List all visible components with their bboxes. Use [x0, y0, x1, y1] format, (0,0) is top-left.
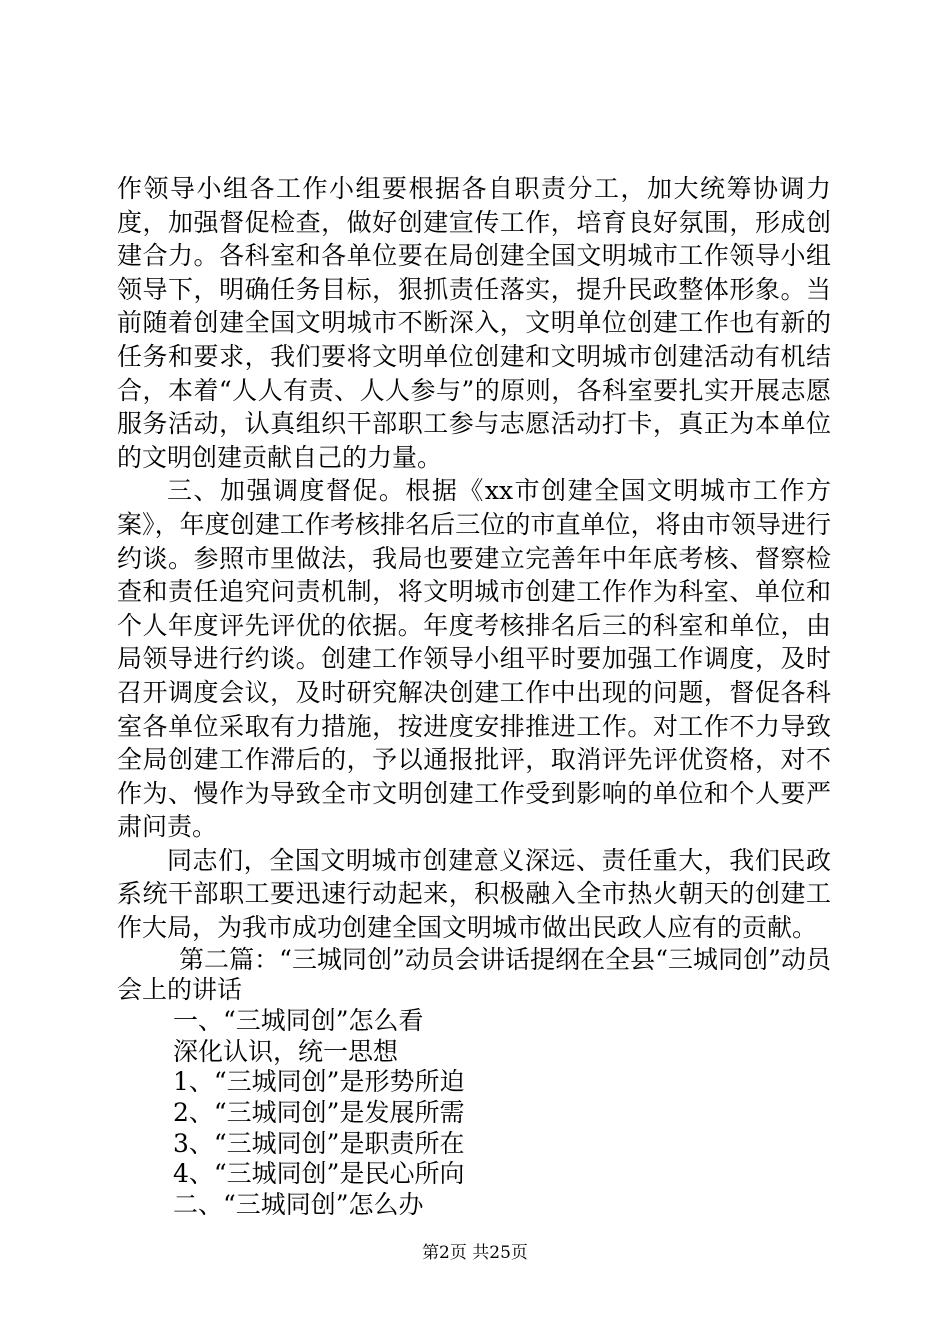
body-paragraph-3: 同志们，全国文明城市创建意义深远、责任重大，我们民政系统干部职工要迅速行动起来，积极融入全市热火朝天的创建工作大局，为我市成功创建全国文明城市做出民政人应有的贡献。 [117, 845, 831, 943]
outline-item: 1、“三城同创”是形势所迫 [173, 1067, 465, 1097]
outline-item: 深化认识，统一思想 [173, 1036, 399, 1066]
outline-item: 二、“三城同创”怎么办 [173, 1189, 424, 1219]
body-paragraph-1: 作领导小组各工作小组要根据各自职责分工，加大统筹协调力度，加强督促检查，做好创建宣传工作，培育良好氛围，形成创建合力。各科室和各单位要在局创建全国文明城市工作领导小组领导下，明确任务目标，狠抓责任落实，提升民政整体形象。当前随着创建全国文明城市不断深入，文明单位创建工作也有新的任务和要求，我们要将文明单位创建和文明城市创建活动有机结合，本着“人人有责、人人参与”的原则，各科室要扎实开展志愿服务活动，认真组织干部职工参与志愿活动打卡，真正为本单位的文明创建贡献自己的力量。 [117, 174, 831, 472]
outline-item: 2、“三城同创”是发展所需 [173, 1098, 465, 1128]
body-paragraph-2: 三、加强调度督促。根据《xx市创建全国文明城市工作方案》，年度创建工作考核排名后三位的市直单位，将由市领导进行约谈。参照市里做法，我局也要建立完善年中年底考核、督察检查和责任追究问责机制，将文明城市创建工作作为科室、单位和个人年度评先评优的依据。年度考核排名后三的科室和单位，由局领导进行约谈。创建工作领导小组平时要加强工作调度，及时召开调度会议，及时研究解决创建工作中出现的问题，督促各科室各单位采取有力措施，按进度安排推进工作。对工作不力导致全局创建工作滞后的，予以通报批评，取消评先评优资格，对不作为、慢作为导致全市文明创建工作受到影响的单位和个人要严肃问责。 [117, 476, 831, 842]
section-heading: 第二篇：“三城同创”动员会讲话提纲在全县“三城同创”动员会上的讲话 [117, 944, 831, 1005]
outline-item: 一、“三城同创”怎么看 [173, 1006, 424, 1036]
outline-item: 4、“三城同创”是民心所向 [173, 1159, 465, 1189]
document-body [117, 172, 831, 1220]
outline-item: 3、“三城同创”是职责所在 [173, 1128, 465, 1158]
page-number-footer: 第2页 共25页 [422, 1243, 528, 1263]
outline-list [117, 1006, 831, 1220]
